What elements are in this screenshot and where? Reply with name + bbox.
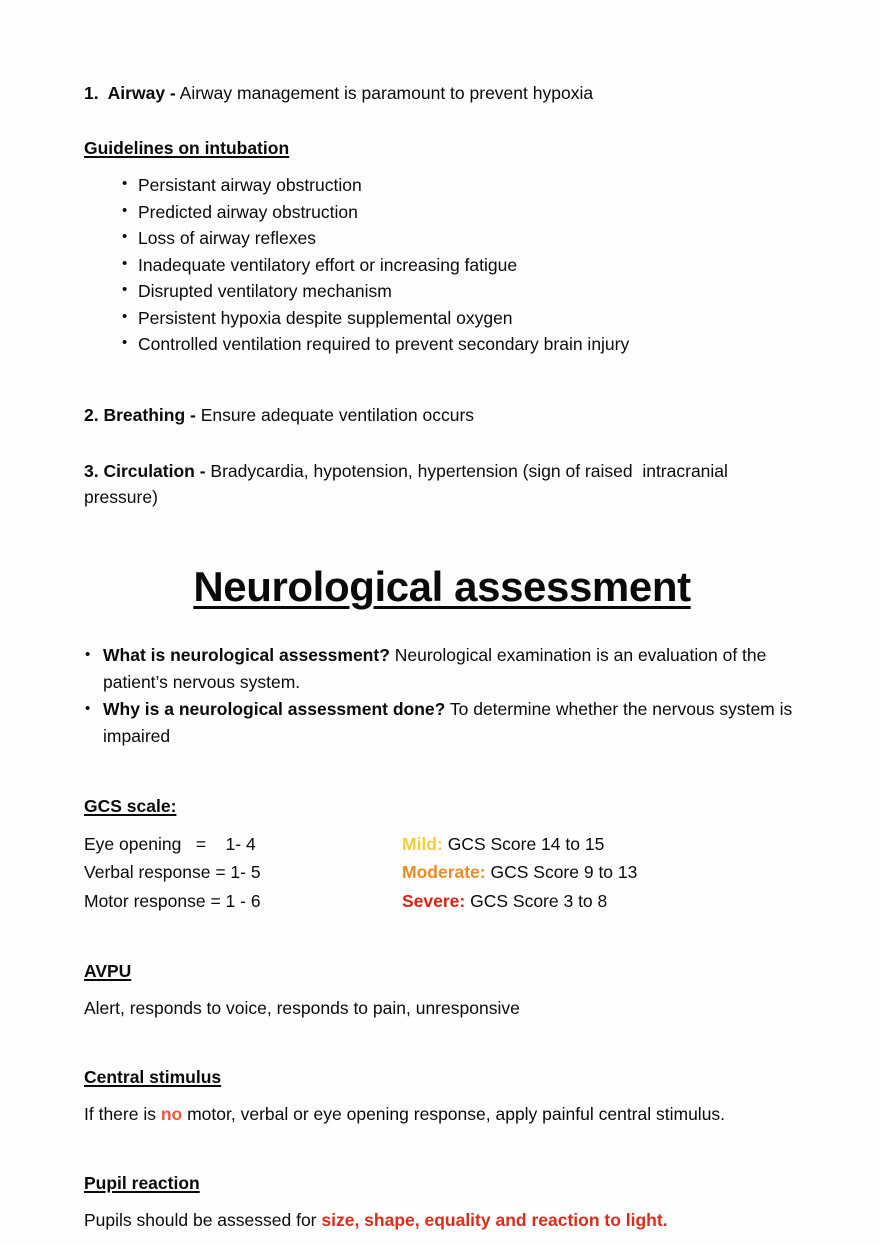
list-item: • Disrupted ventilatory mechanism: [84, 278, 800, 305]
pupil-reaction-highlight: size, shape, equality and reaction to light.: [321, 1210, 668, 1230]
airway-label: 1. Airway -: [84, 83, 176, 103]
spacer: [84, 983, 800, 995]
document-content: [84, 80, 800, 1233]
spacer: [84, 915, 800, 959]
severity-label-mild: Mild:: [402, 833, 443, 854]
pupil-reaction-body: [84, 1207, 800, 1233]
page-title: Neurological assessment: [193, 562, 691, 610]
list-item: • Persistent hypoxia despite supplemental oxygen: [84, 305, 800, 332]
central-stimulus-text-before: If there is: [84, 1104, 161, 1124]
pupil-reaction-heading: Pupil reaction: [84, 1173, 200, 1193]
pupil-reaction-text-before: Pupils should be assessed for: [84, 1210, 322, 1230]
gcs-component: Motor response = 1 - 6: [84, 890, 261, 911]
breathing-line: [84, 402, 800, 428]
severity-range-mild: GCS Score 14 to 15: [442, 833, 605, 854]
severity-range-severe: GCS Score 3 to 8: [465, 890, 608, 911]
spacer: [84, 1089, 800, 1101]
qa-question: What is neurological assessment?: [103, 644, 390, 665]
spacer: [84, 818, 800, 830]
spacer: [84, 358, 800, 402]
spacer: [84, 750, 800, 794]
airway-line: [84, 80, 800, 106]
breathing-text: Ensure adequate ventilation occurs: [195, 404, 475, 425]
gcs-component: Eye opening = 1- 4: [84, 833, 256, 854]
central-stimulus-highlight: no: [160, 1104, 183, 1124]
breathing-label: 2. Breathing -: [84, 404, 196, 425]
qa-answer: Neurological examination is an evaluation of the patient’s nervous system.: [103, 644, 767, 692]
circulation-line: [84, 458, 800, 510]
severity-label-moderate: Moderate:: [402, 862, 486, 882]
intubation-heading: Guidelines on intubation: [84, 138, 290, 158]
spacer: [84, 1195, 800, 1207]
list-item: [84, 642, 800, 696]
avpu-heading: AVPU: [84, 961, 132, 981]
spacer: [84, 1127, 800, 1171]
gcs-table: [84, 830, 800, 916]
intubation-list: [84, 172, 800, 358]
avpu-body: Alert, responds to voice, responds to pain, unresponsive: [84, 998, 520, 1018]
spacer: [84, 160, 800, 172]
spacer: [84, 510, 800, 562]
spacer: [84, 428, 800, 458]
airway-text: Airway management is paramount to prevent hypoxia: [175, 83, 594, 103]
gcs-component: Verbal response = 1- 5: [84, 862, 261, 882]
list-item: [84, 696, 800, 750]
gcs-heading: GCS scale:: [84, 795, 177, 816]
spacer: [84, 1021, 800, 1065]
central-stimulus-text-after: motor, verbal or eye opening response, apply painful central stimulus.: [182, 1104, 726, 1124]
spacer: [84, 106, 800, 136]
severity-label-severe: Severe:: [402, 890, 466, 911]
circulation-label: 3. Circulation -: [84, 460, 206, 481]
list-item: • Loss of airway reflexes: [84, 225, 800, 252]
qa-answer: To determine whether the nervous system is impaired: [103, 698, 793, 746]
central-stimulus-heading: Central stimulus: [84, 1067, 222, 1087]
central-stimulus-body: [84, 1101, 800, 1127]
gcs-severity-row: [402, 887, 800, 916]
spacer: [84, 612, 800, 642]
severity-range-moderate: GCS Score 9 to 13: [485, 862, 638, 882]
qa-question: Why is a neurological assessment done?: [103, 698, 446, 719]
list-item: • Inadequate ventilatory effort or increasing fatigue: [84, 252, 800, 279]
list-item: • Persistant airway obstruction: [84, 172, 800, 199]
circulation-text: Bradycardia, hypotension, hypertension (sign of raised intracranial pressure): [84, 460, 733, 507]
gcs-severity-row: [402, 858, 800, 887]
list-item: • Controlled ventilation required to prevent secondary brain injury: [84, 331, 800, 358]
list-item: • Predicted airway obstruction: [84, 199, 800, 226]
qa-list: [84, 642, 800, 750]
gcs-severity-row: [402, 830, 800, 859]
